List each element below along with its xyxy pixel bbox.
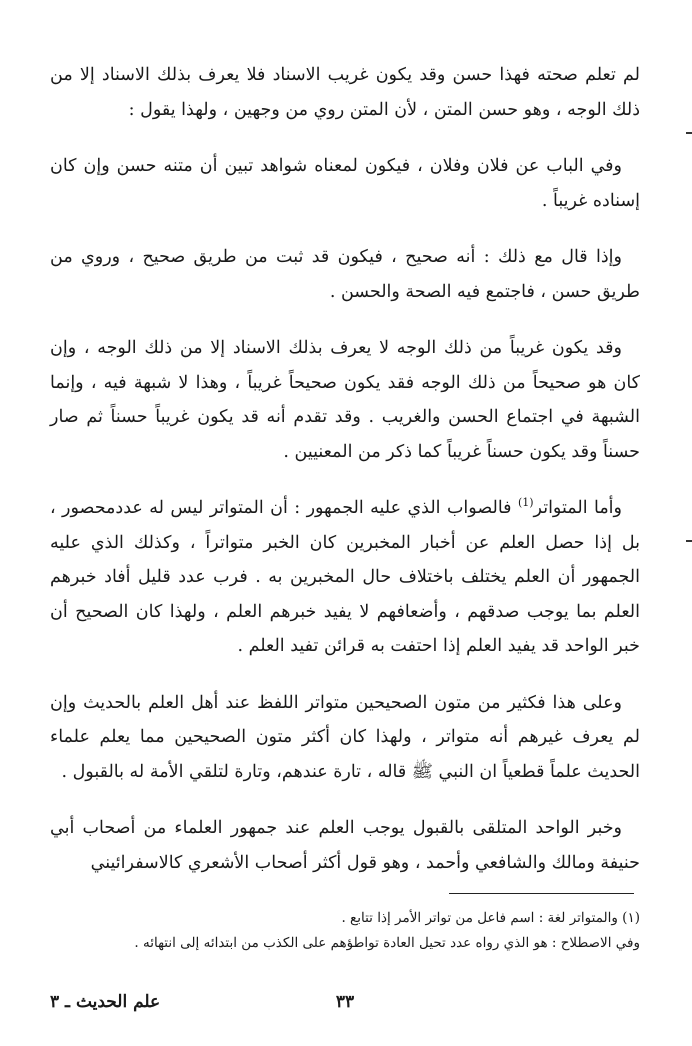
paragraph-3 — [50, 240, 640, 309]
paragraph-6 — [50, 686, 640, 790]
paragraph-4-text: وقد يكون غريباً من ذلك الوجه لا يعرف بذلك الاسناد إلا من ذلك الوجه ، وإن كان هو صحيحاً من ذلك الوجه فقد يكون صحيحاً غريباً ، وهذا لا شبهة فيه ، وإنما الشبهة في اجتماع الحسن والغريب . وقد تقدم أنه قد يكون غريباً حسناً ثم صار حسناً وقد يكون حسناً غريباً كما ذكر من المعنيين . — [50, 338, 640, 462]
paragraph-4 — [50, 331, 640, 469]
footnote-1: (١) والمتواتر لغة : اسم فاعل من تواتر الأمر إذا تتابع . — [341, 910, 640, 926]
paragraph-2-text: وفي الباب عن فلان وفلان ، فيكون لمعناه شواهد تبين أن متنه حسن وإن كان إسناده غريباً . — [50, 156, 640, 211]
footnote-reference[interactable]: (1) — [517, 496, 534, 510]
running-title: علم الحديث ـ ٣ — [50, 992, 161, 1012]
main-text — [50, 58, 640, 902]
paragraph-5 — [50, 491, 640, 664]
margin-tick-mark — [686, 132, 692, 134]
page-number: ٣٣ — [335, 992, 355, 1012]
paragraph-2 — [50, 149, 640, 218]
paragraph-5-start: وأما المتواتر — [533, 498, 622, 518]
paragraph-1: لم تعلم صحته فهذا حسن وقد يكون غريب الاسناد فلا يعرف بذلك الاسناد إلا من ذلك الوجه ، وهو حسن المتن ، لأن المتن روي من وجهين ، ولهذا يقول : — [50, 65, 640, 120]
paragraph-6-text: وعلى هذا فكثير من متون الصحيحين متواتر اللفظ عند أهل العلم بالحديث وإن لم يعرف غيرهم أنه متواتر ، ولهذا كان أكثر متون الصحيحين مما يعلم علماء الحديث علماً قطعياً ان النبي ﷺ قاله ، تارة عندهم، وتارة لتلقي الأمة له بالقبول . — [50, 692, 640, 782]
paragraph-5-rest: فالصواب الذي عليه الجمهور : أن المتواتر ليس له عددمحصور ، بل إذا حصل العلم عن أخبار المخبرين كان الخبر متواتراً ، وكذلك الذي عليه الجمهور أن العلم يختلف باختلاف حال المخبرين به . فرب عدد قليل أفاد خبرهم العلم بما يوجب صدقهم ، وأضعافهم لا يفيد خبرهم العلم ، ولهذا كان الصحيح أن خبر الواحد قد يفيد العلم إذا احتفت به قرائن تفيد العلم . — [50, 498, 640, 656]
margin-tick-mark — [686, 540, 692, 542]
paragraph-3-text: وإذا قال مع ذلك : أنه صحيح ، فيكون قد ثبت من طريق صحيح ، وروي من طريق حسن ، فاجتمع فيه الصحة والحسن . — [50, 247, 640, 302]
footnotes — [50, 906, 640, 956]
paragraph-7-text: وخبر الواحد المتلقى بالقبول يوجب العلم عند جمهور العلماء من أصحاب أبي حنيفة ومالك والشافعي وأحمد ، وهو قول أكثر أصحاب الأشعري كالاسفرائيني — [50, 818, 640, 873]
page-footer — [50, 992, 640, 1022]
footnote-1-continued: وفي الاصطلاح : هو الذي رواه عدد تحيل العادة تواطؤهم على الكذب من ابتدائه إلى انتهائه . — [134, 935, 640, 951]
footnote-divider — [449, 893, 634, 894]
paragraph-7 — [50, 811, 640, 880]
